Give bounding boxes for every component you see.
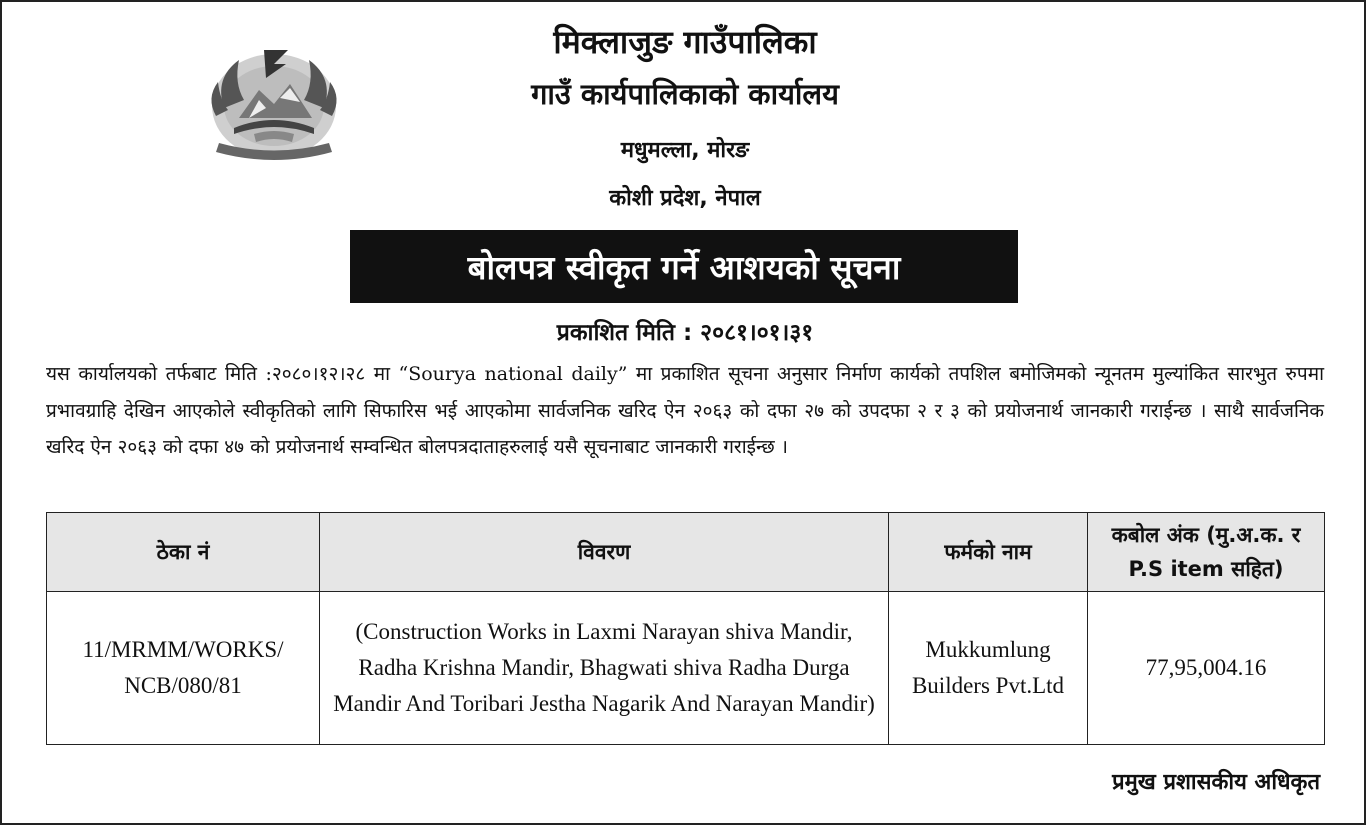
bid-award-table <box>46 512 1325 745</box>
header-contract-no: ठेका नं <box>47 513 320 592</box>
header-bid-amount: कबोल अंक (मु.अ.क. र P.S item सहित) <box>1088 513 1325 592</box>
province-country: कोशी प्रदेश, नेपाल <box>609 186 761 211</box>
header-description: विवरण <box>320 513 889 592</box>
signatory-title: प्रमुख प्रशासकीय अधिकृत <box>1112 770 1320 795</box>
office-name: गाउँ कार्यपालिकाको कार्यालय <box>531 77 839 111</box>
notice-paragraph: यस कार्यालयको तर्फबाट मिति :२०८०।१२।२८ मा “Sourya national daily” मा प्रकाशित सूचना अनुसार निर्माण कार्यको तपशिल बमोजिमको न्यूनतम मुल्यांकित सारभुत रुपमा प्रभावग्राहि देखिन आएकोले स्वीकृतिको लागि सिफारिस भई आएकोमा सार्वजनिक खरिद ऐन २०६३ को दफा २७ को उपदफा २ र ३ को प्रयोजनार्थ जानकारी गराईन्छ । साथै सार्वजनिक खरिद ऐन २०६३ को दफा ४७ को प्रयोजनार्थ सम्वन्धित बोलपत्रदाताहरुलाई यसै सूचनाबाट जानकारी गराईन्छ । <box>46 363 1324 458</box>
municipality-name: मिक्लाजुङ गाउँपालिका <box>553 23 817 61</box>
cell-description: (Construction Works in Laxmi Narayan shiva Mandir, Radha Krishna Mandir, Bhagwati shiva Radha Durga Mandir And Toribari Jestha Nagarik And Narayan Mandir) <box>320 592 889 745</box>
table-header-row <box>47 513 1325 592</box>
office-location: मधुमल्ला, मोरङ <box>620 138 750 163</box>
header-firm-name: फर्मको नाम <box>889 513 1088 592</box>
cell-contract-no: 11/MRMM/WORKS/ NCB/080/81 <box>47 592 320 745</box>
notice-title: बोलपत्र स्वीकृत गर्ने आशयको सूचना <box>467 248 901 287</box>
table-row <box>47 592 1325 745</box>
cell-bid-amount: 77,95,004.16 <box>1088 592 1325 745</box>
published-date: प्रकाशित मिति : २०८१।०१।३१ <box>556 320 814 346</box>
notice-body <box>46 356 1324 466</box>
notice-title-banner <box>350 230 1018 303</box>
cell-firm-name: Mukkumlung Builders Pvt.Ltd <box>889 592 1088 745</box>
